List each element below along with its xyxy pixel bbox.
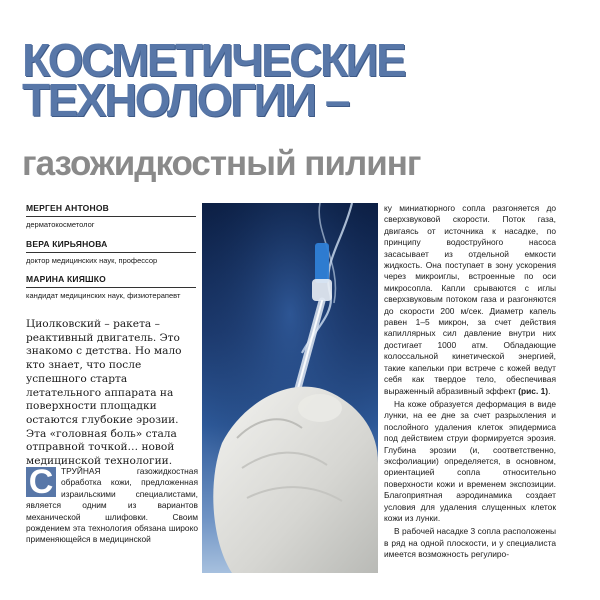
title-line-1: КОСМЕТИЧЕСКИЕ: [22, 34, 405, 86]
author-name: ВЕРА КИРЬЯНОВА: [26, 239, 196, 253]
article-photo: [202, 203, 378, 573]
author-item: [26, 203, 196, 230]
author-role: дерматокосметолог: [26, 220, 95, 229]
author-list: [26, 203, 196, 310]
article-title: [22, 34, 592, 126]
body-column-right: [384, 203, 556, 561]
paragraph: [384, 203, 556, 397]
drop-cap: С: [26, 467, 56, 497]
paragraph-text: ку миниатюрного сопла разгоняется до сверхзвуковой скорости. Поток газа, двигаясь от источника к насадке, по принципу водоструйного насоса засасывает из отдельной емкости жидкость. Она поступает в зону ускорения через микроиглы, встроенные по оси микросопла. Капли срываются с иглы сверхзвуковым потоком газа и разгоняются до скорости 200 м/сек. Диаметр капель равен 1–5 микрон, за счет действия капиллярных сил давление внутри них достигает 1000 атм. Обладающие колоссальной кинетической энергией, такие капельки при встрече с кожей ведут себя как твердое тело, обеспечивая выраженный абразивный эффект: [384, 203, 556, 396]
author-role: доктор медицинских наук, профессор: [26, 255, 158, 265]
gloved-hand-nozzle-image: [202, 203, 378, 573]
author-role: кандидат медицинских наук, физиотерапевт: [26, 291, 181, 300]
body-column-left: [26, 463, 198, 546]
figure-reference: (рис. 1): [518, 385, 549, 396]
author-item: [26, 239, 196, 266]
author-name: МЕРГЕН АНТОНОВ: [26, 203, 196, 217]
body-text: ТРУЙНАЯ газожидкостная обработка кожи, предложенная израильскими специалистами, является одним из вариантов механической шлифовки. Своим рождением эта технология обязана широко применяющейся в медицинской: [26, 466, 198, 545]
author-name: МАРИНА КИЯШКО: [26, 274, 196, 288]
author-item: [26, 274, 196, 301]
title-line-2: ТЕХНОЛОГИИ –: [22, 74, 348, 126]
article-subtitle: газожидкостный пилинг: [22, 144, 421, 183]
paragraph-end: .: [548, 385, 551, 396]
paragraph: В рабочей насадке 3 сопла расположены в ряд на одной плоскости, и у специалиста имеется возможность регулиро-: [384, 526, 556, 560]
lead-paragraph: Циолковский – ракета – реактивный двигатель. Это знакомо с детства. Но мало кто знает, что после успешного старта летательного аппарата на поверхности площадки остаются глубокие эрозии. Эта «головная боль» стала отправной точкой… новой медицинской технологии.: [26, 318, 182, 468]
paragraph: На коже образуется деформация в виде лунки, на ее дне за счет разрыхления и послойного удаления клеток эпидермиса под действием струи формируется эрозия. Глубина эрозии (и, соответственно, эксфолиации) определяется, в основном, ориентацией сопла относительно поверхности кожи и временем экспозиции. Благоприятная аэродинамика создает условия для удаления слущенных клеток кожи из лунки.: [384, 398, 556, 523]
